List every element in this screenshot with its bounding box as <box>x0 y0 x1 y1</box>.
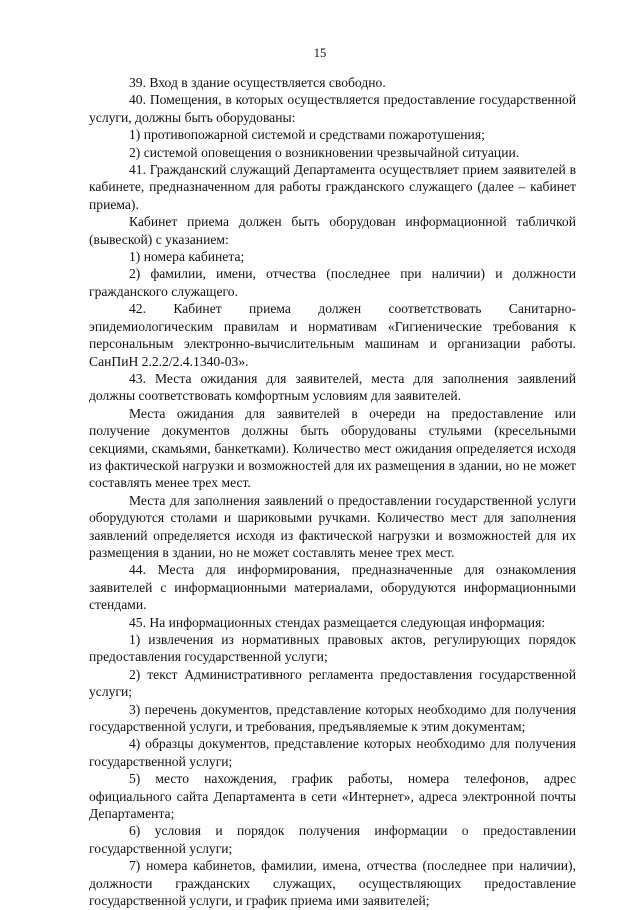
list-item: 1) противопожарной системой и средствами пожаротушения; <box>129 127 485 143</box>
list-item: 2) системой оповещения о возникновении чрезвычайной ситуации. <box>129 144 520 160</box>
paragraph-45: 45. На информационных стендах размещается следующая информация: <box>129 614 546 630</box>
paragraph-42: 42. Кабинет приема должен соответствовать Санитарно-эпидемиологическим правилам и нормативам «Гигиенические требования к персональным электронно-вычислительным машинам и организации работы. СанПиН 2.2.2/2.4.1340-03». <box>89 301 576 369</box>
list-item: 3) перечень документов, представление которых необходимо для получения государственной услуги, и требования, предъявляемые к этим документам; <box>89 701 576 735</box>
paragraph: Места для заполнения заявлений о предоставлении государственной услуги оборудуются столами и шариковыми ручками. Количество мест для заполнения заявлений определяется исходя из фактической нагрузки и возможностей для их размещения в здании, но не может составлять менее трех мест. <box>89 492 576 560</box>
paragraph-40: 40. Помещения, в которых осуществляется предоставление государственной услуги, должны быть оборудованы: <box>89 92 576 125</box>
paragraph: Места ожидания для заявителей в очереди на предоставление или получение документов должны быть оборудованы стульями (кресельными секциями, скамьями, банкетками). Количество мест ожидания определяется исходя из фактической нагрузки и возможностей для их размещения в здании, но не может составлять менее трех мест. <box>89 405 576 491</box>
paragraph-43: 43. Места ожидания для заявителей, места для заполнения заявлений должны соответствовать комфортным условиям для заявителей. <box>89 370 576 404</box>
list-item: 7) номера кабинетов, фамилии, имена, отчества (последнее при наличии), должности гражданских служащих, осуществляющих предоставление государственной услуги, и график приема ими заявителей; <box>89 858 576 909</box>
paragraph-41: 41. Гражданский служащий Департамента осуществляет прием заявителей в кабинете, предназначенном для работы гражданского служащего (далее – кабинет приема). <box>89 162 576 212</box>
paragraph-39: 39. Вход в здание осуществляется свободно. <box>129 75 386 90</box>
list-item: 2) текст Административного регламента предоставления государственной услуги; <box>89 666 576 700</box>
list-item: 1) извлечения из нормативных правовых актов, регулирующих порядок предоставления государственной услуги; <box>89 632 576 665</box>
page-number: 15 <box>313 46 327 60</box>
list-item: 6) условия и порядок получения информации о предоставлении государственной услуги; <box>89 823 576 856</box>
list-item: 5) место нахождения, график работы, номера телефонов, адрес официального сайта Департамента в сети «Интернет», адреса электронной почты Департамента; <box>89 771 576 822</box>
list-item: 1) номера кабинета; <box>129 249 245 265</box>
paragraph-44: 44. Места для информирования, предназначенные для ознакомления заявителей с информационными материалами, оборудуются информационными стендами. <box>89 562 576 613</box>
list-item: 4) образцы документов, представление которых необходимо для получения государственной услуги; <box>89 736 576 769</box>
document-body <box>89 74 576 910</box>
paragraph: Кабинет приема должен быть оборудован информационной табличкой (вывеской) с указанием: <box>89 214 576 247</box>
list-item: 2) фамилии, имени, отчества (последнее при наличии) и должности гражданского служащего. <box>89 266 576 299</box>
